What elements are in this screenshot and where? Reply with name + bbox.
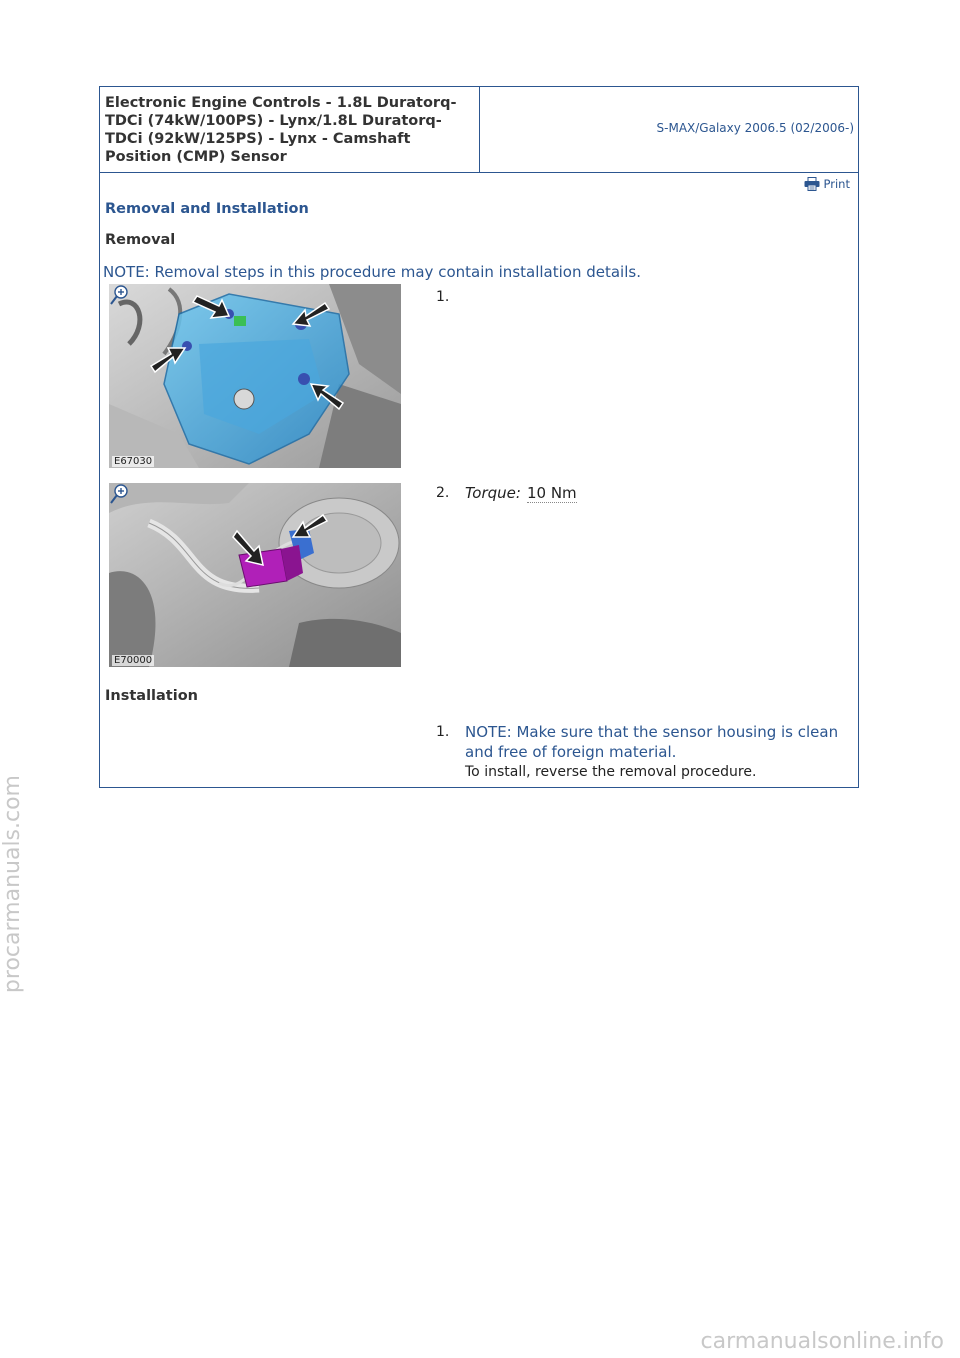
installation-note: NOTE: Make sure that the sensor housing is clean and free of foreign material. <box>465 723 839 761</box>
side-watermark <box>0 775 40 994</box>
installation-text: To install, reverse the removal procedure. <box>465 764 757 780</box>
zoom-icon[interactable] <box>109 483 131 505</box>
figure-e70000[interactable] <box>109 483 401 667</box>
print-button[interactable] <box>804 177 850 191</box>
print-label: Print <box>823 177 850 191</box>
installation-step-1-number: 1. <box>436 724 450 740</box>
figure-e67030[interactable] <box>109 284 401 468</box>
vehicle-model: S-MAX/Galaxy 2006.5 (02/2006-) <box>656 121 854 135</box>
zoom-icon[interactable] <box>109 284 131 306</box>
figure-id-label: E70000 <box>114 655 153 666</box>
removal-step-1-number: 1. <box>436 289 450 305</box>
printer-icon <box>804 177 820 191</box>
figure-id-label: E67030 <box>114 456 153 467</box>
section-title: Removal and Installation <box>105 201 309 217</box>
page-title: Electronic Engine Controls - 1.8L Duratorq-TDCi (74kW/100PS) - Lynx/1.8L Duratorq-TDCi (92kW/125PS) - Lynx - Camshaft Position (CMP) Sensor <box>105 95 457 165</box>
removal-step-2-number: 2. <box>436 485 450 501</box>
installation-heading: Installation <box>105 688 198 704</box>
engine-illustration-1 <box>109 284 401 468</box>
side-watermark-text: procarmanuals.com <box>0 775 25 994</box>
removal-heading: Removal <box>105 232 176 248</box>
engine-illustration-2 <box>109 483 401 667</box>
torque-value-link[interactable]: 10 Nm <box>526 484 577 502</box>
torque-spec <box>465 484 577 502</box>
torque-label: Torque: <box>465 484 521 502</box>
removal-note: NOTE: Removal steps in this procedure may contain installation details. <box>103 263 641 281</box>
document-header <box>100 87 858 173</box>
document-frame <box>99 86 859 788</box>
bottom-watermark: carmanualsonline.info <box>700 1329 944 1354</box>
